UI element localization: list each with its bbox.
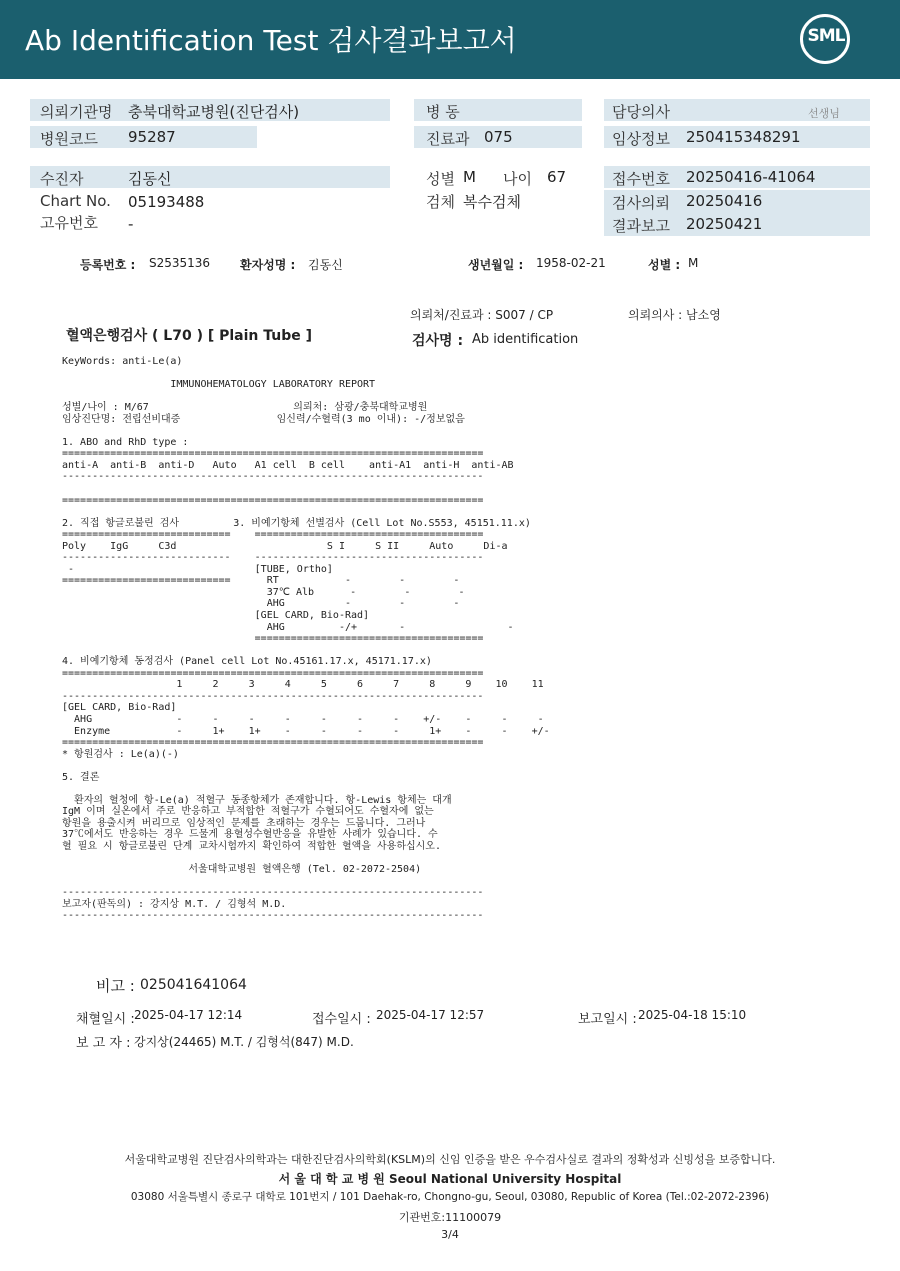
doctor-label: 담당의사 <box>612 103 670 121</box>
patient-sex-value: M <box>688 256 699 270</box>
report-line: 1. ABO and RhD type : <box>62 436 189 448</box>
page-title: Ab Identification Test 검사결과보고서 <box>25 24 517 57</box>
receipt-no-label: 접수번호 <box>612 170 670 188</box>
uid-label: 고유번호 <box>40 214 98 232</box>
sex-value: M <box>463 168 476 186</box>
patient-sex-label: 성별 : <box>648 258 681 272</box>
test-name-value: Ab identification <box>472 332 579 347</box>
received-label: 접수일시 : <box>312 1012 371 1027</box>
report-line: 37℃ Alb - - - <box>62 586 465 598</box>
report-line: 37℃에서도 반응하는 경우 드물게 용혈성수혈반응을 유발한 사례가 있습니다. 수 <box>62 829 438 841</box>
report-line: ---------------------------------------------------------------------- <box>62 887 484 899</box>
report-line: - [TUBE, Ortho] <box>62 563 333 575</box>
page-number: 3/4 <box>441 1228 459 1241</box>
report-line: 2. 직접 항글로불린 검사 3. 비예기항체 선별검사 (Cell Lot No.S553, 45151.11.x) <box>62 517 531 529</box>
result-label: 결과보고 <box>612 217 670 235</box>
test-name-label: 검사명 : <box>412 333 464 349</box>
report-line <box>62 368 562 380</box>
name-label: 환자성명 : <box>240 258 296 272</box>
receipt-no-value: 20250416-41064 <box>686 168 816 186</box>
report-line: [GEL CARD, Bio-Rad] <box>62 610 370 622</box>
reporter-label: 보 고 자 : <box>76 1036 131 1051</box>
report-line: ====================================== <box>62 633 484 645</box>
chart-value: 05193488 <box>128 193 205 211</box>
report-line: ============================ RT - - - <box>62 575 460 587</box>
result-value: 20250421 <box>686 215 763 233</box>
report-line: ====================================================================== <box>62 448 484 460</box>
test-title: 혈액은행검사 ( L70 ) [ Plain Tube ] <box>66 328 313 344</box>
dob-label: 생년월일 : <box>468 258 524 272</box>
patient-label: 수진자 <box>40 170 84 188</box>
reporter-value: 강지상(24465) M.T. / 김형석(847) M.D. <box>134 1035 354 1049</box>
report-line: IMMUNOHEMATOLOGY LABORATORY REPORT <box>62 379 376 391</box>
report-line: KeyWords: anti-Le(a) <box>62 356 183 367</box>
institution-label: 의뢰기관명 <box>40 103 113 121</box>
report-line <box>62 483 562 495</box>
report-line: ---------------------------------------------------------------------- <box>62 910 484 922</box>
sex-label: 성별 <box>426 170 455 188</box>
report-line: ---------------------------------------------------------------------- <box>62 471 484 483</box>
report-line <box>62 645 562 657</box>
report-line <box>62 506 562 518</box>
report-line <box>62 853 562 865</box>
reported-value: 2025-04-18 15:10 <box>638 1008 747 1022</box>
uid-value: - <box>128 215 134 233</box>
patient-field-bg <box>30 166 390 188</box>
request-value: 20250416 <box>686 192 763 210</box>
doctor-suffix: 선생님 <box>808 107 840 120</box>
request-label: 검사의뢰 <box>612 194 670 212</box>
specimen-value: 복수검체 <box>463 193 521 211</box>
report-line: AHG - - - <box>62 598 460 610</box>
hospital-code-label: 병원코드 <box>40 130 98 148</box>
report-line: Enzyme - 1+ 1+ - - - - 1+ - - +/- <box>62 725 550 737</box>
report-line: 4. 비예기항체 동정검사 (Panel cell Lot No.45161.17.x, 45171.17.x) <box>62 656 432 668</box>
hospital-address: 03080 서울특별시 종로구 대학로 101번지 / 101 Daehak-ro, Chongno-gu, Seoul, 03080, Republic of Korea (Tel.:02-2072-2396) <box>130 1191 770 1203</box>
report-body <box>62 356 562 922</box>
ward-label: 병 동 <box>426 103 460 121</box>
hospital-name: 서 울 대 학 교 병 원 Seoul National University Hospital <box>278 1172 622 1186</box>
requester-text: 의뢰처/진료과 : S007 / CP <box>410 308 554 322</box>
report-line: ====================================================================== <box>62 737 484 749</box>
chart-label: Chart No. <box>40 192 111 210</box>
report-line: 항원을 용출시켜 버리므로 임상적인 문제를 초래하는 경우는 드뭅니다. 그러나 <box>62 817 426 829</box>
report-line: 5. 결론 <box>62 771 100 783</box>
report-line: ====================================================================== <box>62 494 484 506</box>
remark-label: 비고 : <box>96 977 135 995</box>
age-value: 67 <box>547 168 567 186</box>
dob-value: 1958-02-21 <box>536 256 606 270</box>
reg-label: 등록번호 : <box>80 258 136 272</box>
report-line: Poly IgG C3d S I S II Auto Di-a <box>62 540 508 552</box>
report-line <box>62 760 562 772</box>
institution-number: 기관번호:11100079 <box>398 1211 502 1224</box>
report-line: ---------------------------------------------------------------------- <box>62 690 484 702</box>
name-value: 김동신 <box>308 258 343 272</box>
age-label: 나이 <box>503 170 532 188</box>
report-line: 성별/나이 : M/67 의뢰처: 삼광/충북대학교병원 <box>62 402 428 414</box>
report-line: ---------------------------- -------------------------------------- <box>62 552 484 564</box>
report-line <box>62 783 562 795</box>
report-line: ============================ ====================================== <box>62 529 484 541</box>
sml-logo-text: SML <box>807 26 845 46</box>
report-line: * 항원검사 : Le(a)(-) <box>62 748 179 760</box>
report-line <box>62 391 562 403</box>
report-line: 보고자(판독의) : 강지상 M.T. / 김형석 M.D. <box>62 898 287 910</box>
report-line: [GEL CARD, Bio-Rad] <box>62 702 177 714</box>
report-line: AHG - - - - - - - +/- - - - <box>62 713 544 725</box>
remark-value: 025041641064 <box>140 977 247 993</box>
clinical-label: 임상정보 <box>612 130 670 148</box>
clinical-value: 250415348291 <box>686 128 801 146</box>
report-line: 환자의 혈청에 항-Le(a) 적혈구 동종항체가 존재합니다. 항-Lewis 항체는 대개 <box>62 794 452 806</box>
requesting-doctor-text: 의뢰의사 : 남소영 <box>628 308 721 322</box>
report-line: 1 2 3 4 5 6 7 8 9 10 11 <box>62 679 544 691</box>
report-line: IgM 이며 실온에서 주로 반응하고 부적합한 적혈구가 수혈되어도 수혈자에 없는 <box>62 806 434 818</box>
collected-value: 2025-04-17 12:14 <box>134 1008 243 1022</box>
report-line: ====================================================================== <box>62 667 484 679</box>
report-line: anti-A anti-B anti-D Auto A1 cell B cell anti-A1 anti-H anti-AB <box>62 459 514 471</box>
report-line: 서울대학교병원 혈액은행 (Tel. 02-2072-2504) <box>62 864 422 876</box>
report-line: 혈 필요 시 항글로불린 단계 교차시험까지 확인하여 적합한 혈액을 사용하십시오. <box>62 840 441 852</box>
reported-label: 보고일시 : <box>578 1012 637 1027</box>
reg-value: S2535136 <box>149 256 211 270</box>
dept-value: 075 <box>484 128 513 146</box>
certification-text: 서울대학교병원 진단검사의학과는 대한진단검사의학회(KSLM)의 신임 인증을 받은 우수검사실로 결과의 정확성과 신빙성을 보증합니다. <box>124 1153 776 1166</box>
patient-value: 김동신 <box>128 170 172 188</box>
received-value: 2025-04-17 12:57 <box>376 1008 485 1022</box>
report-line <box>62 425 562 437</box>
institution-value: 충북대학교병원(진단검사) <box>128 103 300 121</box>
specimen-label: 검체 <box>426 193 455 211</box>
collected-label: 채혈일시 : <box>76 1012 135 1027</box>
report-line: 임상진단명: 전립선비대증 임신력/수혈력(3 mo 이내): -/정보없음 <box>62 413 465 425</box>
report-line <box>62 876 562 888</box>
report-line: AHG -/+ - - <box>62 621 514 633</box>
dept-label: 진료과 <box>426 130 470 148</box>
hospital-code-value: 95287 <box>128 128 176 146</box>
